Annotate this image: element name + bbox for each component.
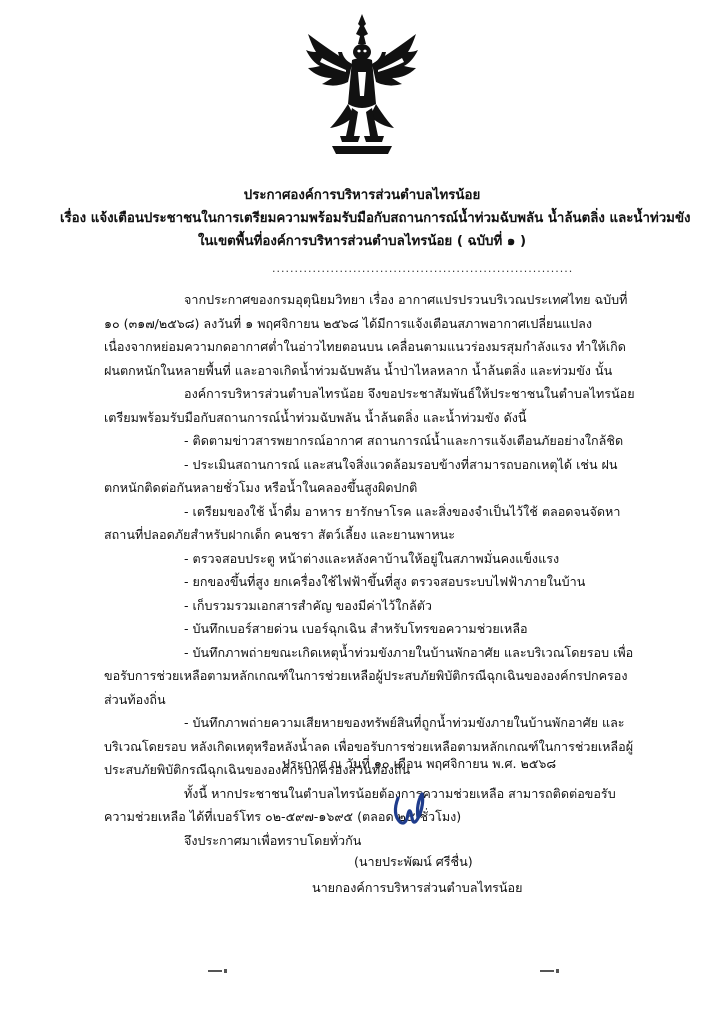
request-paragraph: องค์การบริหารส่วนตำบลไทรน้อย จึงขอประชาสัมพันธ์ให้ประชาชนในตำบลไทรน้อย เตรียมพร้อมรับมือกับสถานการณ์น้ำท่วมฉับพลัน น้ำล้นตลิ่ง และน้ำท่วมขัง ดังนี้ xyxy=(104,386,635,425)
footer-mark-icon xyxy=(208,968,228,974)
bullet-item: - เก็บรวมรวมเอกสารสำคัญ ของมีค่าไว้ใกล้ตัว xyxy=(184,597,432,613)
area-title: ในเขตพื้นที่องค์การบริหารส่วนตำบลไทรน้อย ( ฉบับที่ ๑ ) xyxy=(197,234,527,249)
bullet-item: - ประเมินสถานการณ์ และสนใจสิ่งแวดล้อมรอบข้างที่สามารถบอกเหตุได้ เช่น ฝนตกหนักติดต่อกันหลายชั่วโมง หรือน้ำในคลองขึ้นสูงผิดปกติ xyxy=(104,456,618,495)
bullet-item: - บันทึกเบอร์สายด่วน เบอร์ฉุกเฉิน สำหรับโทรขอความช่วยเหลือ xyxy=(184,621,528,636)
closing-paragraph: จึงประกาศมาเพื่อทราบโดยทั่วกัน xyxy=(184,832,362,848)
bullet-item: - ยกของขึ้นที่สูง ยกเครื่องใช้ไฟฟ้าขึ้นที่สูง ตรวจสอบระบบไฟฟ้าภายในบ้าน xyxy=(184,574,586,589)
bullet-item: - ติดตามข่าวสารพยากรณ์อากาศ สถานการณ์น้ำและการแจ้งเตือนภัยอย่างใกล้ชิด xyxy=(184,433,624,448)
separator-line: ................................................................... xyxy=(272,262,574,275)
bullet-item: - ตรวจสอบประตู หน้าต่างและหลังคาบ้านให้อยู่ในสภาพมั่นคงแข็งแรง xyxy=(184,550,560,566)
bullet-item: - บันทึกภาพถ่ายขณะเกิดเหตุน้ำท่วมขังภายในบ้านพักอาศัย และบริเวณโดยรอบ เพื่อขอรับการช่วยเหลือตามหลักเกณฑ์ในการช่วยเหลือผู้ประสบภัยพิบัติกรณีฉุกเฉินขององค์กรปกครองส่วนท้องถิ่น xyxy=(104,644,634,707)
signatory-name: (นายประพัฒน์ ศรีชื่น) xyxy=(354,854,473,869)
garuda-emblem-icon xyxy=(302,12,422,160)
bullet-item: - บันทึกภาพถ่ายความเสียหายของทรัพย์สินที่ถูกน้ำท่วมขังภายในบ้านพักอาศัย และบริเวณโดยรอบ หลังเกิดเหตุหรือหลังน้ำลด เพื่อขอรับการช่วยเหลือตามหลักเกณฑ์ในการช่วยเหลือผู้ประสบภัยพิบัติกรณีฉุกเฉินขององค์กรปกครองส่วนท้องถิ่น xyxy=(104,715,634,777)
intro-paragraph: จากประกาศของกรมอุตุนิยมวิทยา เรื่อง อากาศแปรปรวนบริเวณประเทศไทย ฉบับที่ ๑๐ (๓๑๗/๒๕๖๘) ลงวันที่ ๑ พฤศจิกายน ๒๕๖๘ ได้มีการแจ้งเตือนสภาพอากาศเปลี่ยนแปลง เนื่องจากหย่อมความกดอากาศต่ำในอ่าวไทยตอนบน เคลื่อนตามแนวร่องมรสุมกำลังแรง ทำให้เกิดฝนตกหนักในหลายพื้นที่ และอาจเกิดน้ำท่วมฉับพลัน น้ำป่าไหลหลาก น้ำล้นตลิ่ง และท่วมขัง นั้น xyxy=(104,292,628,378)
signature-icon xyxy=(386,784,436,834)
contact-paragraph: ทั้งนี้ หากประชาชนในตำบลไทรน้อยต้องการความช่วยเหลือ สามารถติดต่อขอรับความช่วยเหลือ ได้ที่เบอร์โทร ๐๒-๕๙๗-๑๖๙๕ (ตลอด ๒๔ ชั่วโมง) xyxy=(104,785,616,824)
subject-title: เรื่อง แจ้งเตือนประชาชนในการเตรียมความพร้อมรับมือกับสถานการณ์น้ำท่วมฉับพลัน น้ำล้นตลิ่ง และน้ำท่วมขัง xyxy=(60,211,691,226)
bullet-item: - เตรียมของใช้ น้ำดื่ม อาหาร ยารักษาโรค และสิ่งของจำเป็นไว้ใช้ ตลอดจนจัดหาสถานที่ปลอดภัยสำหรับฝากเด็ก คนชรา สัตว์เลี้ยง และยานพาหนะ xyxy=(104,503,621,542)
signatory-position: นายกองค์การบริหารส่วนตำบลไทรน้อย xyxy=(312,880,523,895)
announcement-date: ประกาศ ณ วันที่ ๑๐ เดือน พฤศจิกายน พ.ศ. ๒๕๖๘ xyxy=(282,756,557,771)
issuer-title: ประกาศองค์การบริหารส่วนตำบลไทรน้อย xyxy=(243,188,481,203)
footer-mark-icon xyxy=(540,968,560,974)
announcement-heading xyxy=(60,184,691,253)
